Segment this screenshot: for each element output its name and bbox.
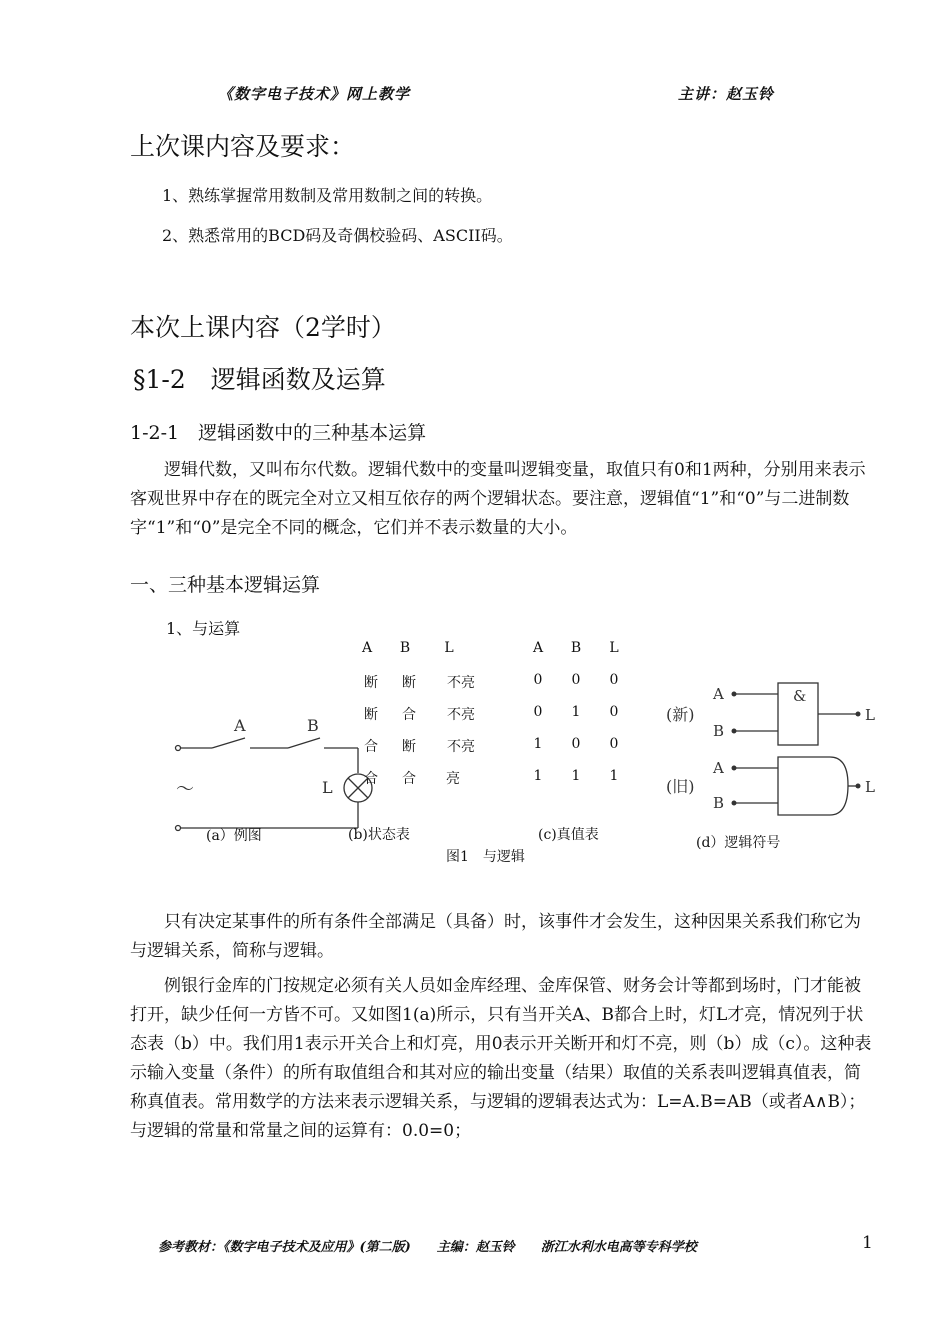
state-cell: 亮 [446, 771, 460, 787]
old-input-b-label: B [713, 794, 725, 812]
section-title: §1-2 逻辑函数及运算 [133, 365, 386, 394]
truth-cell: 1 [571, 704, 581, 720]
state-cell: 不亮 [447, 707, 475, 723]
truth-header-b: B [570, 640, 582, 656]
review-item-1: 1、熟练掌握常用数制及常用数制之间的转换。 [162, 186, 493, 205]
state-header-l: L [444, 640, 454, 656]
state-cell: 合 [402, 707, 416, 723]
truth-cell: 1 [571, 768, 581, 784]
state-cell: 断 [364, 675, 378, 691]
body-text [130, 908, 874, 1146]
course-title: 《数字电子技术》网上教学 [218, 85, 411, 103]
subsection-title: 1-2-1 逻辑函数中的三种基本运算 [130, 422, 427, 444]
truth-header-l: L [609, 640, 619, 656]
truth-cell: 0 [609, 704, 619, 720]
new-output-label: L [865, 706, 875, 724]
footer-reference: 参考教材：《数字电子技术及应用》(第二版) 主编：赵玉铃 浙江水利水电高等专科学校 [158, 1240, 697, 1255]
new-input-b-label: B [713, 722, 725, 740]
truth-cell: 1 [533, 768, 543, 784]
old-symbol-label: (旧) [666, 777, 695, 796]
state-cell: 合 [402, 771, 416, 787]
and-op-title: 1、与运算 [166, 619, 241, 638]
paragraph-and-logic: 只有决定某事件的所有条件全部满足（具备）时，该事件才会发生，这种因果关系我们称它为与逻辑关系，简称与逻辑。 [130, 912, 861, 961]
state-cell: 合 [364, 771, 378, 787]
state-cell: 断 [402, 675, 416, 691]
caption-d: (d）逻辑符号 [696, 835, 781, 851]
state-cell: 合 [364, 739, 378, 755]
truth-cell: 0 [533, 704, 543, 720]
part-title: 一、三种基本逻辑运算 [130, 574, 321, 596]
review-title: 上次课内容及要求： [130, 132, 356, 161]
review-item-2: 2、熟悉常用的BCD码及奇偶校验码、ASCII码。 [162, 226, 513, 245]
page-number: 1 [862, 1233, 873, 1253]
state-cell: 断 [364, 707, 378, 723]
ac-source-symbol: ～ [176, 779, 194, 800]
and-gate-mark: & [793, 687, 807, 705]
intro-paragraph [130, 456, 874, 543]
truth-cell: 1 [609, 768, 619, 784]
state-cell: 不亮 [447, 675, 475, 691]
state-cell: 断 [402, 739, 416, 755]
truth-cell: 0 [533, 672, 543, 688]
figure-caption: 图1 与逻辑 [446, 849, 525, 865]
truth-cell: 0 [571, 672, 581, 688]
intro-text: 逻辑代数，又叫布尔代数。逻辑代数中的变量叫逻辑变量，取值只有0和1两种，分别用来表示客观世界中存在的既完全对立又相互依存的两个逻辑状态。要注意，逻辑值“1”和“0”与二进制数字“1”和“0”是完全不同的概念，它们并不表示数量的大小。 [130, 460, 866, 538]
state-header-a: A [361, 640, 373, 656]
state-cell: 不亮 [447, 739, 475, 755]
and-gate-symbols [660, 675, 890, 825]
lesson-title: 本次上课内容（2学时） [130, 313, 396, 342]
new-input-a-label: A [713, 685, 724, 703]
lamp-label: L [322, 778, 333, 797]
switch-a-label: A [234, 716, 246, 735]
caption-c: (c)真值表 [538, 827, 599, 843]
truth-cell: 0 [609, 672, 619, 688]
old-input-a-label: A [713, 759, 724, 777]
switch-b-label: B [307, 716, 319, 735]
state-header-b: B [399, 640, 411, 656]
truth-cell: 0 [609, 736, 619, 752]
paragraph-example: 例银行金库的门按规定必须有关人员如金库经理、金库保管、财务会计等都到场时，门才能被打开，缺少任何一方皆不可。又如图1(a)所示，只有当开关A、B都合上时，灯L才亮，情况列于状态表（b）中。我们用1表示开关合上和灯亮，用0表示开关断开和灯不亮，则（b）成（c）。这种表示输入变量（条件）的所有取值组合和其对应的输出变量（结果）取值的关系表叫逻辑真值表，简称真值表。常用数学的方法来表示逻辑关系，与逻辑的逻辑表达式为：L=A.B=AB（或者A∧B）；与逻辑的常量和常量之间的运算有：0.0=0； [130, 976, 872, 1141]
old-output-label: L [865, 778, 875, 796]
and-circuit-diagram [170, 705, 380, 840]
lecturer: 主讲：赵玉铃 [678, 85, 775, 103]
new-symbol-label: (新) [666, 705, 695, 724]
caption-b: (b)状态表 [348, 827, 410, 843]
caption-a: (a）例图 [206, 828, 262, 844]
truth-header-a: A [532, 640, 544, 656]
truth-cell: 1 [533, 736, 543, 752]
truth-cell: 0 [571, 736, 581, 752]
